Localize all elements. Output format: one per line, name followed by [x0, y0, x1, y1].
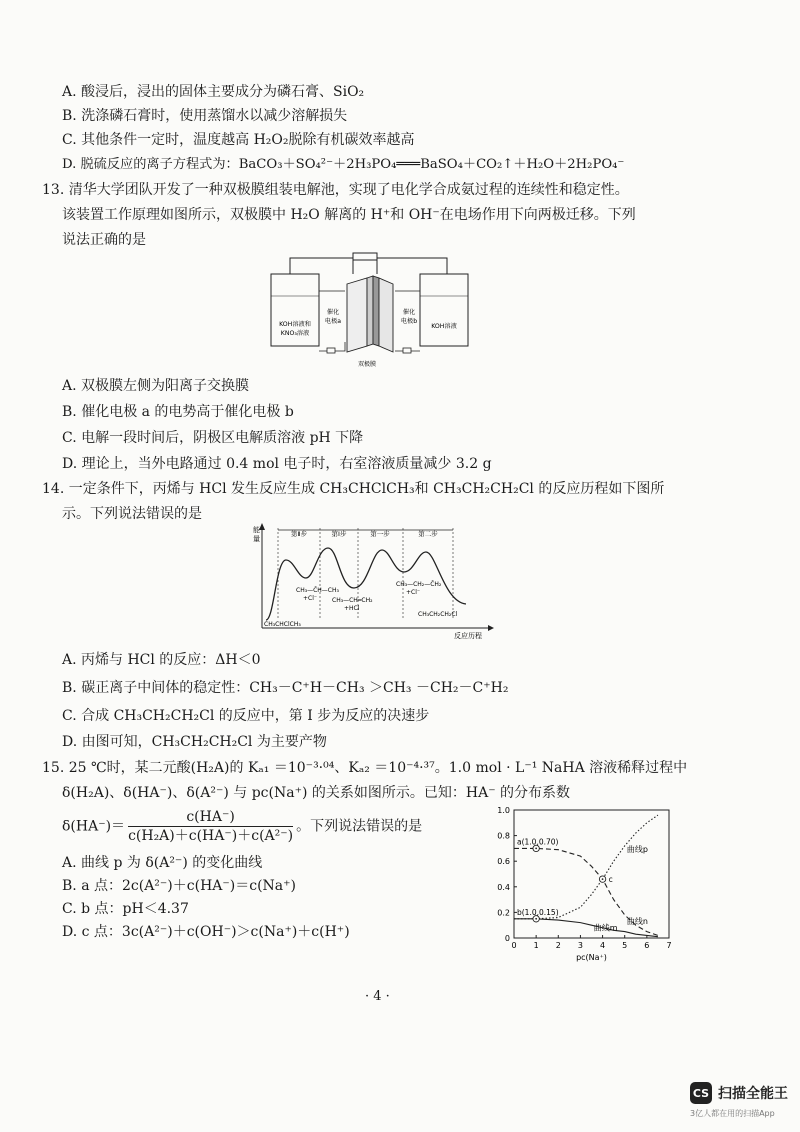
- x-tick-label: 5: [622, 941, 628, 950]
- q15-option-a: A. 曲线 p 为 δ(A²⁻) 的变化曲线: [62, 855, 263, 871]
- species-product-right: CH₃CH₂CH₂Cl: [418, 611, 458, 618]
- marked-point-label: a(1.0,0.70): [517, 837, 559, 847]
- q13-stem-line2: 该装置工作原理如图所示，双极膜中 H₂O 解离的 H⁺和 OH⁻在电场作用下向两极迁移。下列: [62, 207, 636, 223]
- curve-p-label: 曲线p: [626, 845, 649, 855]
- q14-stem-line2: 示。下列说法错误的是: [62, 506, 202, 522]
- q12-option-d: D. 脱硫反应的离子方程式为：BaCO₃＋SO₄²⁻＋2H₃PO₄═══BaSO₄＋CO₂↑＋H₂O＋2H₂PO₄⁻: [62, 157, 625, 172]
- marked-point-dot: [535, 848, 537, 850]
- bipolar-membrane-stack: [347, 276, 393, 352]
- fraction: [128, 808, 293, 845]
- q13-option-d: D. 理论上，当外电路通过 0.4 mol 电子时，右室溶液质量减少 3.2 g: [62, 456, 492, 472]
- step-label-3: 第一步: [370, 530, 390, 538]
- scanner-app-name: 扫描全能王: [718, 1086, 788, 1102]
- electrode-a-label-2: 电极a: [324, 318, 342, 325]
- q15-stem-line2: δ(H₂A)、δ(HA⁻)、δ(A²⁻) 与 pc(Na⁺) 的关系如图所示。已知：HA⁻ 的分布系数: [62, 785, 571, 801]
- cs-logo-icon: CS: [690, 1082, 712, 1104]
- species-right-int-1: CH₃—CH₂—C̄H₂: [396, 581, 442, 588]
- q13-option-b: B. 催化电极 a 的电势高于催化电极 b: [62, 404, 294, 420]
- electrode-b-label-2: 电极b: [400, 318, 418, 325]
- y-tick-label: 0: [504, 934, 510, 943]
- energy-axis-label-2: 量: [253, 535, 260, 543]
- y-tick-label: 0.2: [497, 908, 510, 918]
- distribution-chart: [484, 800, 684, 965]
- electrode-a-label-1: 催化: [326, 309, 340, 316]
- curve-n-label: 曲线n: [626, 916, 649, 926]
- x-tick-label: 7: [666, 941, 672, 950]
- chart-x-axis-label: pc(Na⁺): [576, 953, 607, 962]
- electrolysis-cell-diagram: [265, 246, 480, 371]
- page-number: · 4 ·: [365, 989, 390, 1004]
- species-start-1: CH₃—CH═CH₂: [332, 597, 373, 604]
- species-left-int-2: +Cl⁻: [303, 595, 318, 602]
- marked-point-dot: [535, 918, 537, 920]
- scanner-tagline: 3亿人都在用的扫描App: [690, 1109, 775, 1118]
- x-tick-label: 1: [533, 941, 539, 950]
- scanner-watermark: [690, 1082, 788, 1104]
- x-tick-label: 6: [644, 941, 650, 950]
- species-start-2: +HCl: [344, 605, 360, 612]
- reaction-axis-label: 反应历程: [454, 632, 482, 640]
- q14-option-a: A. 丙烯与 HCl 的反应：ΔH＜0: [62, 652, 261, 668]
- q12-option-c: C. 其他条件一定时，温度越高 H₂O₂脱除有机碳效率越高: [62, 132, 415, 148]
- fraction-denominator: c(H₂A)＋c(HA⁻)＋c(A²⁻): [128, 828, 294, 844]
- q15-option-c: C. b 点：pH＜4.37: [62, 901, 189, 917]
- left-tank-label-1: KOH溶液和: [279, 321, 311, 328]
- x-tick-label: 4: [600, 941, 606, 950]
- q13-option-a: A. 双极膜左侧为阳离子交换膜: [62, 378, 250, 394]
- series-line-2: [514, 815, 658, 919]
- q12-option-b: B. 洗涤磷石膏时，使用蒸馏水以减少溶解损失: [62, 108, 348, 124]
- q14-stem-line1: 14. 一定条件下，丙烯与 HCl 发生反应生成 CH₃CHClCH₃和 CH₃CH₂CH₂Cl 的反应历程如下图所: [42, 481, 665, 497]
- left-tank-label-2: KNO₃溶液: [280, 330, 310, 337]
- q13-stem-line3: 说法正确的是: [62, 232, 146, 248]
- q13-option-c: C. 电解一段时间后，阴极区电解质溶液 pH 下降: [62, 430, 364, 446]
- q14-option-c: C. 合成 CH₃CH₂CH₂Cl 的反应中，第 Ⅰ 步为反应的决速步: [62, 708, 430, 724]
- x-tick-label: 2: [555, 941, 561, 950]
- q15-fraction-line: [62, 808, 422, 845]
- q13-stem-line1: 13. 清华大学团队开发了一种双极膜组装电解池，实现了电化学合成氨过程的连续性和稳定性。: [42, 182, 629, 198]
- q14-option-d: D. 由图可知，CH₃CH₂CH₂Cl 为主要产物: [62, 734, 327, 750]
- bipolar-membrane-label: 双极膜: [357, 361, 377, 368]
- q15-option-b: B. a 点：2c(A²⁻)＋c(HA⁻)＝c(Na⁺): [62, 878, 296, 894]
- electrode-b-label-1: 催化: [402, 309, 416, 316]
- q15-option-d: D. c 点：3c(A²⁻)＋c(OH⁻)＞c(Na⁺)＋c(H⁺): [62, 924, 350, 940]
- fraction-lhs: δ(HA⁻)＝: [62, 818, 126, 835]
- marked-point-label: b(1.0,0.15): [517, 907, 559, 917]
- right-tank-label: KOH溶液: [431, 323, 457, 330]
- step-label-2: 第Ⅰ步: [331, 530, 347, 538]
- curve-m-label: 曲线m: [593, 923, 618, 933]
- fraction-tail: 。下列说法错误的是: [296, 818, 423, 835]
- q12-option-a: A. 酸浸后，浸出的固体主要成分为磷石膏、SiO₂: [62, 84, 365, 100]
- species-left-int-1: CH₃—C̄H—CH₃: [296, 587, 339, 594]
- step-label-4: 第二步: [418, 530, 438, 538]
- species-product-left: CH₃CHClCH₃: [264, 621, 301, 628]
- y-tick-label: 0.4: [497, 882, 510, 892]
- external-circuit-wire: [290, 253, 447, 274]
- energy-profile-diagram: [248, 520, 496, 640]
- step-label-1: 第Ⅱ步: [290, 530, 308, 538]
- y-tick-label: 1.0: [497, 806, 510, 815]
- marked-point-label: c: [608, 875, 613, 885]
- y-tick-label: 0.6: [497, 857, 510, 867]
- x-tick-label: 0: [511, 941, 517, 950]
- q15-stem-line1: 15. 25 ℃时，某二元酸(H₂A)的 Kₐ₁ ＝10⁻³·⁰⁴、Kₐ₂ ＝10⁻⁴·³⁷。1.0 mol · L⁻¹ NaHA 溶液稀释过程中: [42, 760, 688, 776]
- marked-point-dot: [602, 878, 604, 880]
- species-right-int-2: +Cl⁻: [406, 589, 421, 596]
- fraction-numerator: c(HA⁻): [128, 808, 293, 827]
- right-tank: [420, 274, 468, 346]
- energy-axis-label-1: 能: [253, 526, 260, 534]
- q14-option-b: B. 碳正离子中间体的稳定性：CH₃－C⁺H－CH₃ ＞CH₃ －CH₂－C⁺H₂: [62, 680, 509, 696]
- y-tick-label: 0.8: [497, 831, 510, 841]
- x-tick-label: 3: [577, 941, 583, 950]
